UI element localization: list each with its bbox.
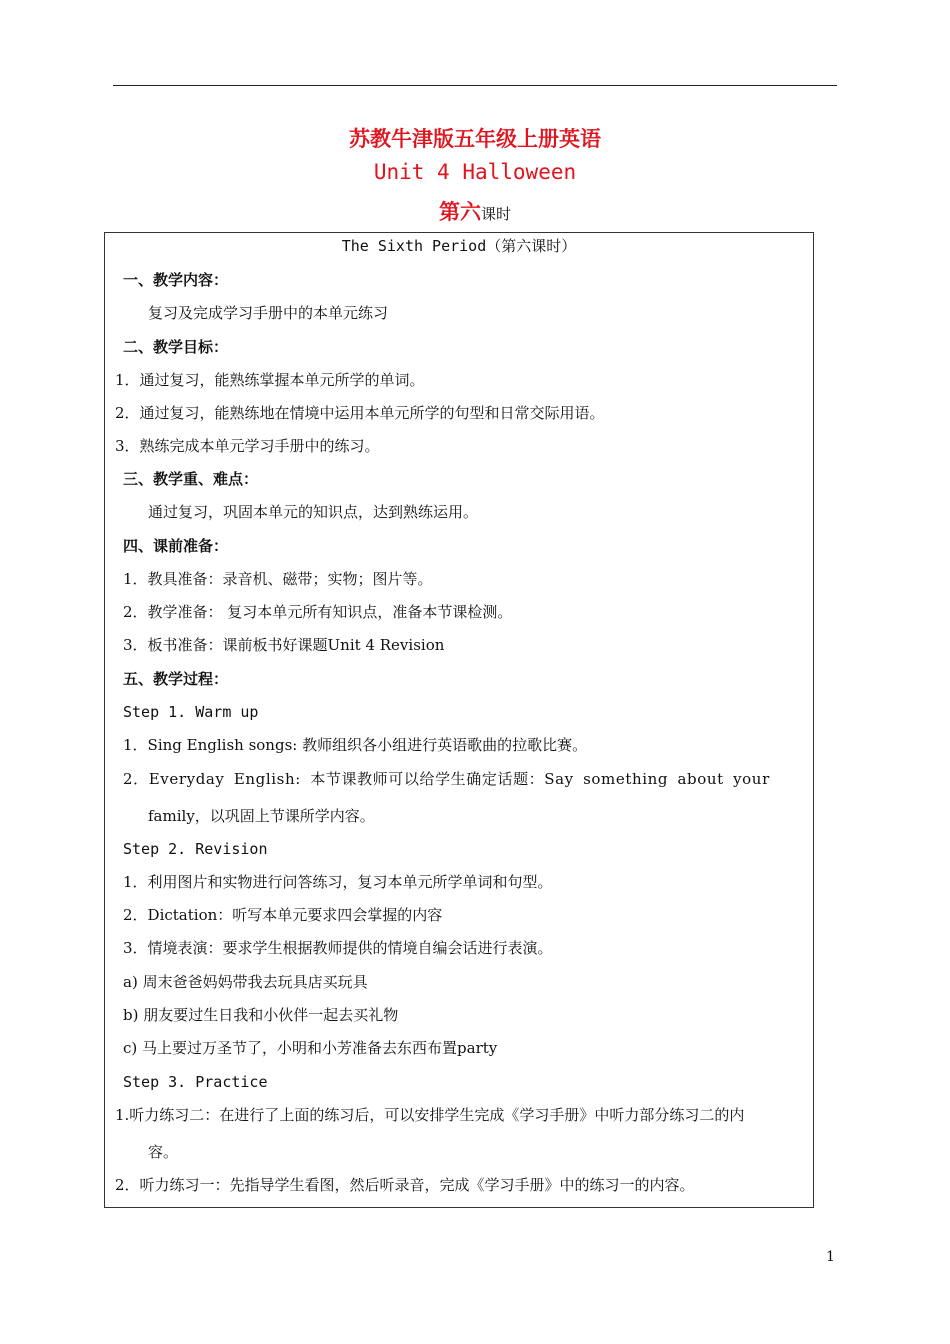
header-rule <box>113 85 837 86</box>
section-content-title: 一、教学内容： <box>123 271 229 289</box>
step-item-continued: 容。 <box>148 1143 179 1161</box>
lesson-number: 第六 <box>438 199 481 224</box>
step-item: 1.听力练习二：在进行了上面的练习后，可以安排学生完成《学习手册》中听力部分练习二的内 <box>115 1106 745 1124</box>
section-keypoints-title: 三、教学重、难点： <box>123 470 259 488</box>
lesson-suffix: 课时 <box>480 205 511 223</box>
unit-title: Unit 4 Halloween <box>373 160 577 184</box>
prep-item: 3．板书准备：课前板书好课题Unit 4 Revision <box>123 636 445 654</box>
lesson-plan-table <box>104 232 814 1208</box>
goal-item: 3．熟练完成本单元学习手册中的练习。 <box>115 437 380 455</box>
step-heading: Step 3. Practice <box>123 1073 268 1091</box>
step-item: 1．Sing English songs: 教师组织各小组进行英语歌曲的拉歌比赛。 <box>123 736 588 754</box>
step-item: 2．Everyday English: 本节课教师可以给学生确定话题：Say something about your <box>123 770 770 788</box>
step-item: 2．Dictation：听写本单元要求四会掌握的内容 <box>123 906 443 924</box>
section-process-title: 五、教学过程： <box>123 670 229 688</box>
section-goals-title: 二、教学目标： <box>123 338 229 356</box>
section-prep-title: 四、课前准备： <box>123 537 229 555</box>
scenario-item: a) 周末爸爸妈妈带我去玩具店买玩具 <box>123 973 368 991</box>
section-keypoints-body: 通过复习，巩固本单元的知识点，达到熟练运用。 <box>148 503 479 521</box>
prep-item: 1．教具准备：录音机、磁带；实物；图片等。 <box>123 570 433 588</box>
goal-item: 1．通过复习，能熟练掌握本单元所学的单词。 <box>115 371 425 389</box>
goal-item: 2．通过复习，能熟练地在情境中运用本单元所学的句型和日常交际用语。 <box>115 404 605 422</box>
prep-item: 2．教学准备： 复习本单元所有知识点，准备本节课检测。 <box>123 603 513 621</box>
scenario-item: c) 马上要过万圣节了，小明和小芳准备去东西布置party <box>123 1039 498 1057</box>
lesson-title <box>0 196 950 226</box>
page-number: 1 <box>826 1249 835 1265</box>
document-title: 苏教牛津版五年级上册英语 <box>349 126 601 151</box>
step-heading: Step 1. Warm up <box>123 703 259 721</box>
step-item: 1．利用图片和实物进行问答练习，复习本单元所学单词和句型。 <box>123 873 553 891</box>
period-header: The Sixth Period（第六课时） <box>341 237 577 255</box>
step-item: 2．听力练习一：先指导学生看图，然后听录音，完成《学习手册》中的练习一的内容。 <box>115 1176 695 1194</box>
section-content-body: 复习及完成学习手册中的本单元练习 <box>148 304 389 322</box>
scenario-item: b) 朋友要过生日我和小伙伴一起去买礼物 <box>123 1006 399 1024</box>
step-item: 3．情境表演：要求学生根据教师提供的情境自编会话进行表演。 <box>123 939 553 957</box>
step-heading: Step 2. Revision <box>123 840 268 858</box>
step-item-continued: family，以巩固上节课所学内容。 <box>148 807 375 825</box>
